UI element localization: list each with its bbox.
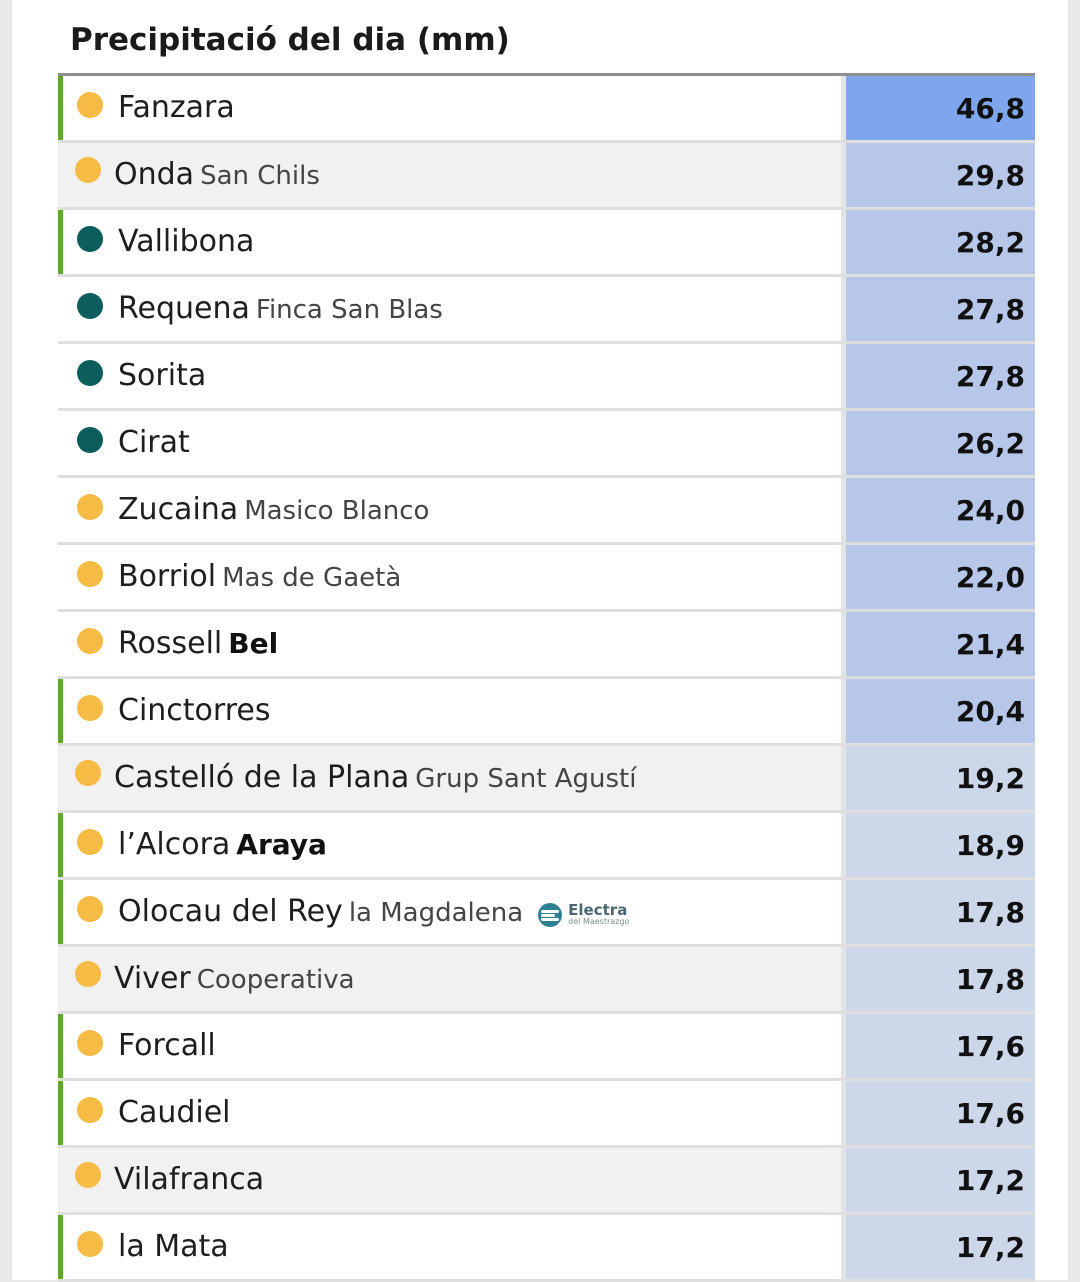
station-status-dot-icon (77, 829, 103, 855)
precipitation-value: 17,8 (846, 880, 1035, 944)
table-row[interactable] (58, 813, 1035, 880)
precipitation-value: 19,2 (846, 746, 1035, 810)
table-row[interactable] (58, 1148, 1035, 1215)
table-row[interactable] (58, 612, 1035, 679)
station-name (118, 693, 270, 728)
station-cell (58, 545, 841, 609)
station-town: Forcall (118, 1028, 216, 1063)
station-status-dot-icon (77, 628, 103, 654)
station-town: Viver (114, 961, 191, 996)
precipitation-value: 26,2 (846, 411, 1035, 475)
station-cell (58, 411, 841, 475)
precipitation-value: 17,6 (846, 1014, 1035, 1078)
station-town: Cirat (118, 425, 190, 460)
sponsor-logo-line1: Electra (568, 901, 628, 919)
station-cell (58, 679, 841, 743)
station-town: Castelló de la Plana (114, 760, 410, 795)
station-name (118, 291, 443, 326)
precipitation-value: 18,9 (846, 813, 1035, 877)
station-town: Zucaina (118, 492, 239, 527)
station-location: Bel (228, 627, 279, 660)
station-location: Masico Blanco (244, 496, 430, 526)
precipitation-value: 17,8 (846, 947, 1035, 1011)
sponsor-logo-text (568, 903, 629, 926)
station-name (118, 559, 401, 594)
station-name (118, 827, 327, 862)
table-row[interactable] (58, 746, 1035, 813)
table-row[interactable] (58, 344, 1035, 411)
precipitation-value: 17,6 (846, 1081, 1035, 1145)
station-location: San Chils (200, 161, 320, 191)
precipitation-table (58, 73, 1035, 1282)
station-name (118, 224, 254, 259)
station-town: Rossell (118, 626, 223, 661)
station-status-dot-icon (77, 494, 103, 520)
station-cell (58, 1148, 841, 1212)
station-name (118, 1028, 216, 1063)
precipitation-value: 29,8 (846, 143, 1035, 207)
station-status-dot-icon (77, 293, 103, 319)
station-status-dot-icon (77, 427, 103, 453)
station-town: Requena (118, 291, 250, 326)
table-row[interactable] (58, 880, 1035, 947)
table-row[interactable] (58, 1215, 1035, 1282)
station-town: Caudiel (118, 1095, 231, 1130)
station-cell (58, 143, 841, 207)
sponsor-logo-line2: del Maestrazgo (568, 917, 630, 926)
station-town: Fanzara (118, 90, 235, 125)
station-status-dot-icon (75, 1162, 101, 1188)
station-town: la Mata (118, 1229, 229, 1264)
station-cell (58, 478, 841, 542)
station-name (118, 894, 629, 930)
station-town: Borriol (118, 559, 217, 594)
table-row[interactable] (58, 411, 1035, 478)
station-name (114, 760, 636, 795)
precipitation-value: 27,8 (846, 344, 1035, 408)
table-row[interactable] (58, 210, 1035, 277)
station-name (114, 1162, 264, 1197)
station-town: Vallibona (118, 224, 255, 259)
station-name (118, 1095, 231, 1130)
precipitation-value: 27,8 (846, 277, 1035, 341)
station-cell (58, 880, 841, 944)
page-title: Precipitació del dia (mm) (70, 22, 510, 58)
station-cell (58, 344, 841, 408)
station-cell (58, 612, 841, 676)
station-name (114, 157, 320, 192)
station-town: Olocau del Rey (118, 894, 343, 929)
precipitation-value: 17,2 (846, 1148, 1035, 1212)
station-location: Araya (236, 828, 327, 861)
station-town: l’Alcora (118, 827, 231, 862)
table-row[interactable] (58, 478, 1035, 545)
station-location: Grup Sant Agustí (415, 764, 637, 794)
station-name (114, 961, 355, 996)
station-location: Finca San Blas (255, 295, 443, 325)
station-cell (58, 210, 841, 274)
precipitation-value: 21,4 (846, 612, 1035, 676)
station-status-dot-icon (77, 1030, 103, 1056)
station-status-dot-icon (77, 92, 103, 118)
station-cell (58, 1014, 841, 1078)
station-location: Cooperativa (196, 965, 355, 995)
precipitation-value: 24,0 (846, 478, 1035, 542)
station-name (118, 1229, 229, 1264)
station-status-dot-icon (77, 695, 103, 721)
station-town: Vilafranca (114, 1162, 265, 1197)
table-row[interactable] (58, 143, 1035, 210)
station-status-dot-icon (77, 896, 103, 922)
precipitation-value: 28,2 (846, 210, 1035, 274)
sponsor-logo (535, 902, 629, 928)
table-row[interactable] (58, 76, 1035, 143)
station-status-dot-icon (77, 1097, 103, 1123)
station-location: Mas de Gaetà (222, 563, 402, 593)
precipitation-value: 20,4 (846, 679, 1035, 743)
station-town: Onda (114, 157, 195, 192)
station-town: Sorita (118, 358, 207, 393)
table-row[interactable] (58, 545, 1035, 612)
station-cell (58, 947, 841, 1011)
station-name (118, 90, 235, 125)
station-cell (58, 1215, 841, 1279)
station-status-dot-icon (77, 561, 103, 587)
station-status-dot-icon (75, 760, 101, 786)
table-row[interactable] (58, 1081, 1035, 1148)
precipitation-value: 22,0 (846, 545, 1035, 609)
station-name (118, 358, 206, 393)
station-cell (58, 1081, 841, 1145)
station-status-dot-icon (77, 226, 103, 252)
table-row[interactable] (58, 679, 1035, 746)
station-location: la Magdalena (348, 898, 524, 928)
station-status-dot-icon (75, 961, 101, 987)
station-name (118, 492, 429, 527)
station-cell (58, 813, 841, 877)
station-town: Cinctorres (118, 693, 271, 728)
precipitation-value: 17,2 (846, 1215, 1035, 1279)
table-row[interactable] (58, 947, 1035, 1014)
precipitation-value: 46,8 (846, 76, 1035, 140)
station-cell (58, 277, 841, 341)
table-row[interactable] (58, 277, 1035, 344)
station-status-dot-icon (75, 157, 101, 183)
station-name (118, 626, 278, 661)
station-cell (58, 76, 841, 140)
station-status-dot-icon (77, 1231, 103, 1257)
station-name (118, 425, 190, 460)
station-cell (58, 746, 841, 810)
table-row[interactable] (58, 1014, 1035, 1081)
electra-logo-icon (535, 902, 565, 928)
station-status-dot-icon (77, 360, 103, 386)
